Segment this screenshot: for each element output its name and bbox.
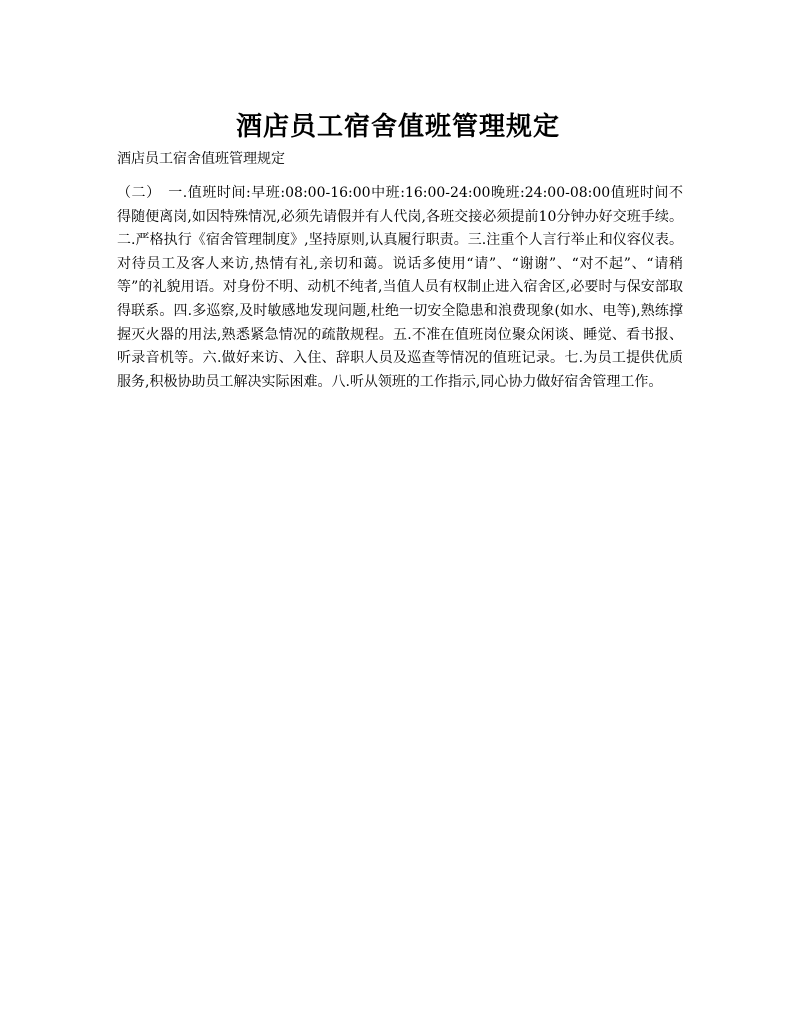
document-title: 酒店员工宿舍值班管理规定 [235,112,560,143]
document-subtitle: 酒店员工宿舍值班管理规定 [117,151,285,167]
document-body-paragraph: （二） 一.值班时间:早班:08:00-16:00中班:16:00-24:00晚班:24:00-08:00值班时间不得随便离岗,如因特殊情况,必须先请假并有人代岗,各班交接必须提前10分钟办好交班手续。二.严格执行《宿舍管理制度》,坚持原则,认真履行职责。三.注重个人言行举止和仪容仪表。对待员工及客人来访,热情有礼,亲切和蔼。说话多使用“请”、“谢谢”、“对不起”、“请稍等”的礼貌用语。对身份不明、动机不纯者,当值人员有权制止进入宿舍区,必要时与保安部取得联系。四.多巡察,及时敏感地发现问题,杜绝一切安全隐患和浪费现象(如水、电等),熟练撑握灭火器的用法,熟悉紧急情况的疏散规程。五.不准在值班岗位聚众闲谈、睡觉、看书报、听录音机等。六.做好来访、入住、辞职人员及巡查等情况的值班记录。七.为员工提供优质服务,积极协助员工解决实际困难。八.听从领班的工作指示,同心协力做好宿舍管理工作。 [117,185,683,390]
